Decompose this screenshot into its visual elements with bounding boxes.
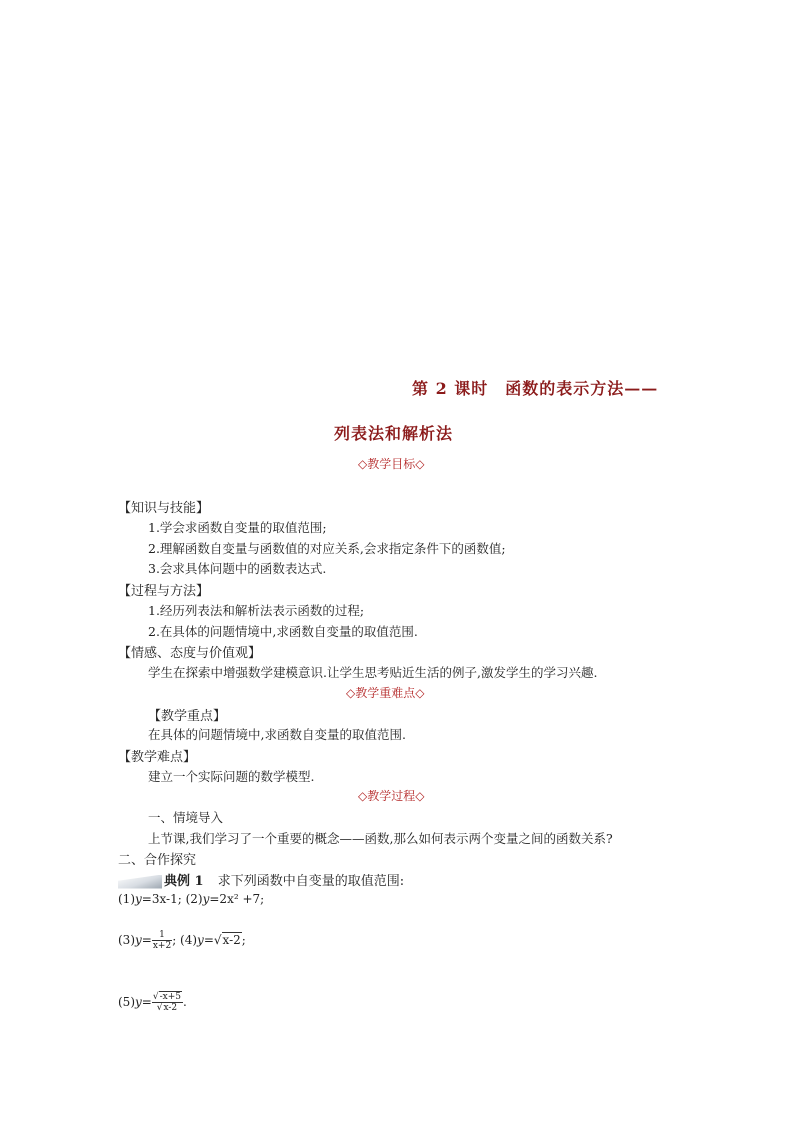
key-points-heading: ◇教学重难点◇ — [346, 686, 425, 700]
item-2-expr: =2x² +7; — [209, 892, 265, 906]
item-3-numerator: 1 — [152, 930, 172, 941]
sqrt-icon: √ — [152, 992, 159, 1002]
example-items-3-4 — [118, 930, 246, 951]
item-3-index: (3) — [118, 933, 135, 947]
knowledge-item-3: 3.会求具体问题中的函数表达式. — [148, 561, 327, 576]
page-title-line1: 第 2 课时 函数的表示方法—— — [412, 379, 659, 398]
item-3-eq: = — [141, 933, 152, 947]
item-5-numerator-radicand: -x+5 — [159, 992, 181, 1002]
item-4-eq: = — [203, 933, 214, 947]
difficulty-text: 建立一个实际问题的数学模型. — [148, 769, 315, 784]
item-4-radicand: x-2 — [222, 933, 241, 947]
knowledge-label: 【知识与技能】 — [118, 501, 210, 516]
situation-text: 上节课,我们学习了一个重要的概念——函数,那么如何表示两个变量之间的函数关系? — [148, 831, 613, 846]
emotion-text: 学生在探索中增强数学建模意识.让学生思考贴近生活的例子,激发学生的学习兴趣. — [148, 665, 598, 680]
item-1-var: y — [135, 892, 142, 906]
item-5-index: (5) — [118, 995, 135, 1009]
item-3-var: y — [135, 933, 142, 947]
item-4-semicolon: ; — [241, 933, 246, 947]
item-1-index: (1) — [118, 892, 135, 906]
process-method-item-1: 1.经历列表法和解析法表示函数的过程; — [148, 603, 365, 618]
process-heading: ◇教学过程◇ — [358, 789, 425, 803]
objectives-heading: ◇教学目标◇ — [358, 457, 425, 471]
key-text: 在具体的问题情境中,求函数自变量的取值范围. — [148, 727, 406, 742]
explore-label: 二、合作探究 — [118, 853, 197, 868]
item-5-eq: = — [141, 995, 152, 1009]
example-label: 典例 1 — [164, 874, 204, 889]
item-5-period: . — [182, 995, 187, 1009]
item-5-fraction — [152, 992, 183, 1013]
example-line — [118, 870, 404, 889]
page-title-line2: 列表法和解析法 — [334, 424, 454, 443]
item-2-var: y — [202, 892, 210, 906]
example-text: 求下列函数中自变量的取值范围: — [217, 874, 405, 889]
item-4-var: y — [197, 933, 204, 947]
key-label: 【教学重点】 — [148, 709, 227, 724]
item-5-denominator-radicand: x-2 — [163, 1003, 178, 1013]
item-3-fraction — [152, 930, 172, 951]
item-3-denominator: x+2 — [152, 941, 172, 951]
item-2-index: (2) — [185, 892, 203, 906]
knowledge-item-2: 2.理解函数自变量与函数值的对应关系,会求指定条件下的函数值; — [148, 541, 506, 556]
example-items-1-2 — [118, 892, 264, 906]
item-4-index: ; (4) — [172, 933, 198, 947]
item-1-expr: =3x-1; — [141, 892, 182, 906]
process-method-item-2: 2.在具体的问题情境中,求函数自变量的取值范围. — [148, 624, 418, 639]
situation-label: 一、情境导入 — [148, 810, 224, 825]
item-5-var: y — [135, 995, 142, 1009]
knowledge-item-1: 1.学会求函数自变量的取值范围; — [148, 520, 327, 535]
emotion-label: 【情感、态度与价值观】 — [118, 646, 262, 661]
difficulty-label: 【教学难点】 — [118, 750, 197, 765]
sqrt-icon: √ — [213, 933, 222, 947]
example-item-5 — [118, 992, 187, 1013]
example-tag-shape — [118, 875, 162, 889]
item-5-denominator — [152, 1003, 183, 1013]
process-method-label: 【过程与方法】 — [118, 584, 210, 599]
sqrt-icon: √ — [156, 1003, 163, 1013]
